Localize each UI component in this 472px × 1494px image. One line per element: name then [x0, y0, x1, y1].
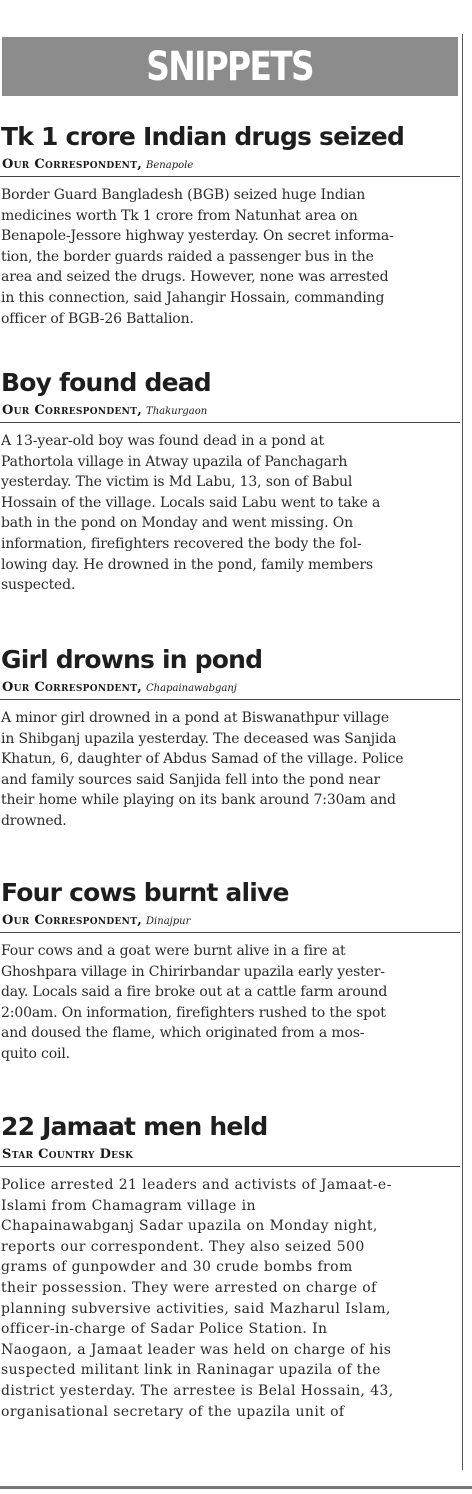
byline-author: Our Correspondent, — [2, 157, 143, 172]
body-line: suspected militant link in Raninagar upazila of the — [1, 1362, 381, 1379]
body-line: Naogaon, a Jamaat leader was held on charge of his — [1, 1341, 392, 1358]
body-line: reports our correspondent. They also seized 500 — [1, 1238, 365, 1255]
story-byline — [0, 679, 460, 700]
story-body — [0, 708, 460, 832]
body-line: bath in the pond on Monday and went missing. On — [1, 515, 353, 532]
body-line: Islami from Chamagram village in — [1, 1197, 256, 1214]
byline-dateline: Chapainawabganj — [146, 683, 237, 694]
body-line: Police arrested 21 leaders and activists of Jamaat-e- — [1, 1177, 392, 1193]
body-line: drowned. — [1, 812, 67, 829]
story-body — [0, 941, 460, 1065]
story-headline: 22 Jamaat men held — [1, 1112, 268, 1141]
story-jamaat-held — [0, 1110, 460, 1422]
body-line: information, firefighters recovered the body the fol- — [1, 535, 362, 552]
body-line: organisational secretary of the upazila unit of — [1, 1403, 345, 1420]
body-line: officer-in-charge of Sadar Police Station. In — [1, 1321, 328, 1338]
story-headline: Boy found dead — [1, 368, 211, 397]
body-line: officer of BGB-26 Battalion. — [1, 310, 194, 327]
body-line: Hossain of the village. Locals said Labu went to take a — [1, 494, 381, 511]
body-line: planning subversive activities, said Mazharul Islam, — [1, 1300, 391, 1317]
body-line: in Shibganj upazila yesterday. The deceased was Sanjida — [1, 730, 397, 747]
body-line: suspected. — [1, 577, 76, 594]
story-headline: Four cows burnt alive — [1, 878, 289, 907]
body-line: and doused the flame, which originated from a mos- — [1, 1025, 365, 1042]
body-line: in this connection, said Jahangir Hossain, commanding — [1, 289, 385, 306]
body-line: Four cows and a goat were burnt alive in a fire at — [1, 943, 346, 959]
byline-author: Our Correspondent, — [2, 913, 143, 928]
story-byline — [0, 402, 460, 423]
byline-dateline: Benapole — [146, 160, 194, 171]
bottom-rule — [0, 1486, 472, 1489]
body-line: yesterday. The victim is Md Labu, 13, son of Babul — [1, 474, 353, 491]
story-girl-drowns — [0, 643, 460, 832]
body-line: day. Locals said a fire broke out at a cattle farm around — [1, 984, 388, 1001]
body-line: and family sources said Sanjida fell into the pond near — [1, 771, 381, 788]
body-line: medicines worth Tk 1 crore from Natunhat area on — [1, 207, 358, 224]
story-drugs-seized — [0, 120, 460, 329]
body-line: Benapole-Jessore highway yesterday. On secret informa- — [1, 228, 394, 245]
section-banner — [2, 37, 458, 96]
story-headline: Tk 1 crore Indian drugs seized — [1, 122, 405, 151]
body-line: lowing day. He drowned in the pond, family members — [1, 556, 373, 573]
story-byline — [0, 912, 460, 933]
body-line: their possession. They were arrested on charge of — [1, 1279, 377, 1296]
body-line: area and seized the drugs. However, none was arrested — [1, 269, 389, 286]
body-line: 2:00am. On information, firefighters rushed to the spot — [1, 1004, 386, 1021]
body-line: Ghoshpara village in Chirirbandar upazila early yester- — [1, 963, 385, 980]
body-line: Khatun, 6, daughter of Abdus Samad of the village. Police — [1, 751, 404, 768]
byline-dateline: Dinajpur — [146, 916, 191, 927]
story-cows-burnt — [0, 876, 460, 1065]
story-headline: Girl drowns in pond — [1, 645, 263, 674]
byline-author: Our Correspondent, — [2, 680, 143, 695]
section-title: SNIPPETS — [146, 43, 314, 90]
story-byline — [0, 1146, 460, 1167]
story-boy-found-dead — [0, 366, 460, 596]
story-body — [0, 185, 460, 329]
body-line: grams of gunpowder and 30 crude bombs from — [1, 1259, 353, 1276]
body-line: Pathortola village in Atway upazila of Panchagarh — [1, 453, 348, 470]
byline-author: Our Correspondent, — [2, 403, 143, 418]
body-line: quito coil. — [1, 1045, 70, 1062]
body-line: tion, the border guards raided a passenger bus in the — [1, 248, 374, 265]
story-body — [0, 1175, 460, 1422]
column-rule — [462, 34, 463, 1470]
body-line: their home while playing on its bank around 7:30am and — [1, 792, 396, 809]
story-body — [0, 431, 460, 596]
byline-author: Star Country Desk — [2, 1147, 134, 1162]
story-byline — [0, 156, 460, 177]
body-line: A minor girl drowned in a pond at Biswanathpur village — [1, 710, 389, 726]
body-line: Border Guard Bangladesh (BGB) seized huge Indian — [1, 187, 366, 203]
byline-dateline: Thakurgaon — [146, 406, 208, 417]
body-line: district yesterday. The arrestee is Belal Hossain, 43, — [1, 1382, 394, 1399]
body-line: Chapainawabganj Sadar upazila on Monday night, — [1, 1218, 378, 1235]
body-line: A 13-year-old boy was found dead in a pond at — [1, 433, 324, 449]
